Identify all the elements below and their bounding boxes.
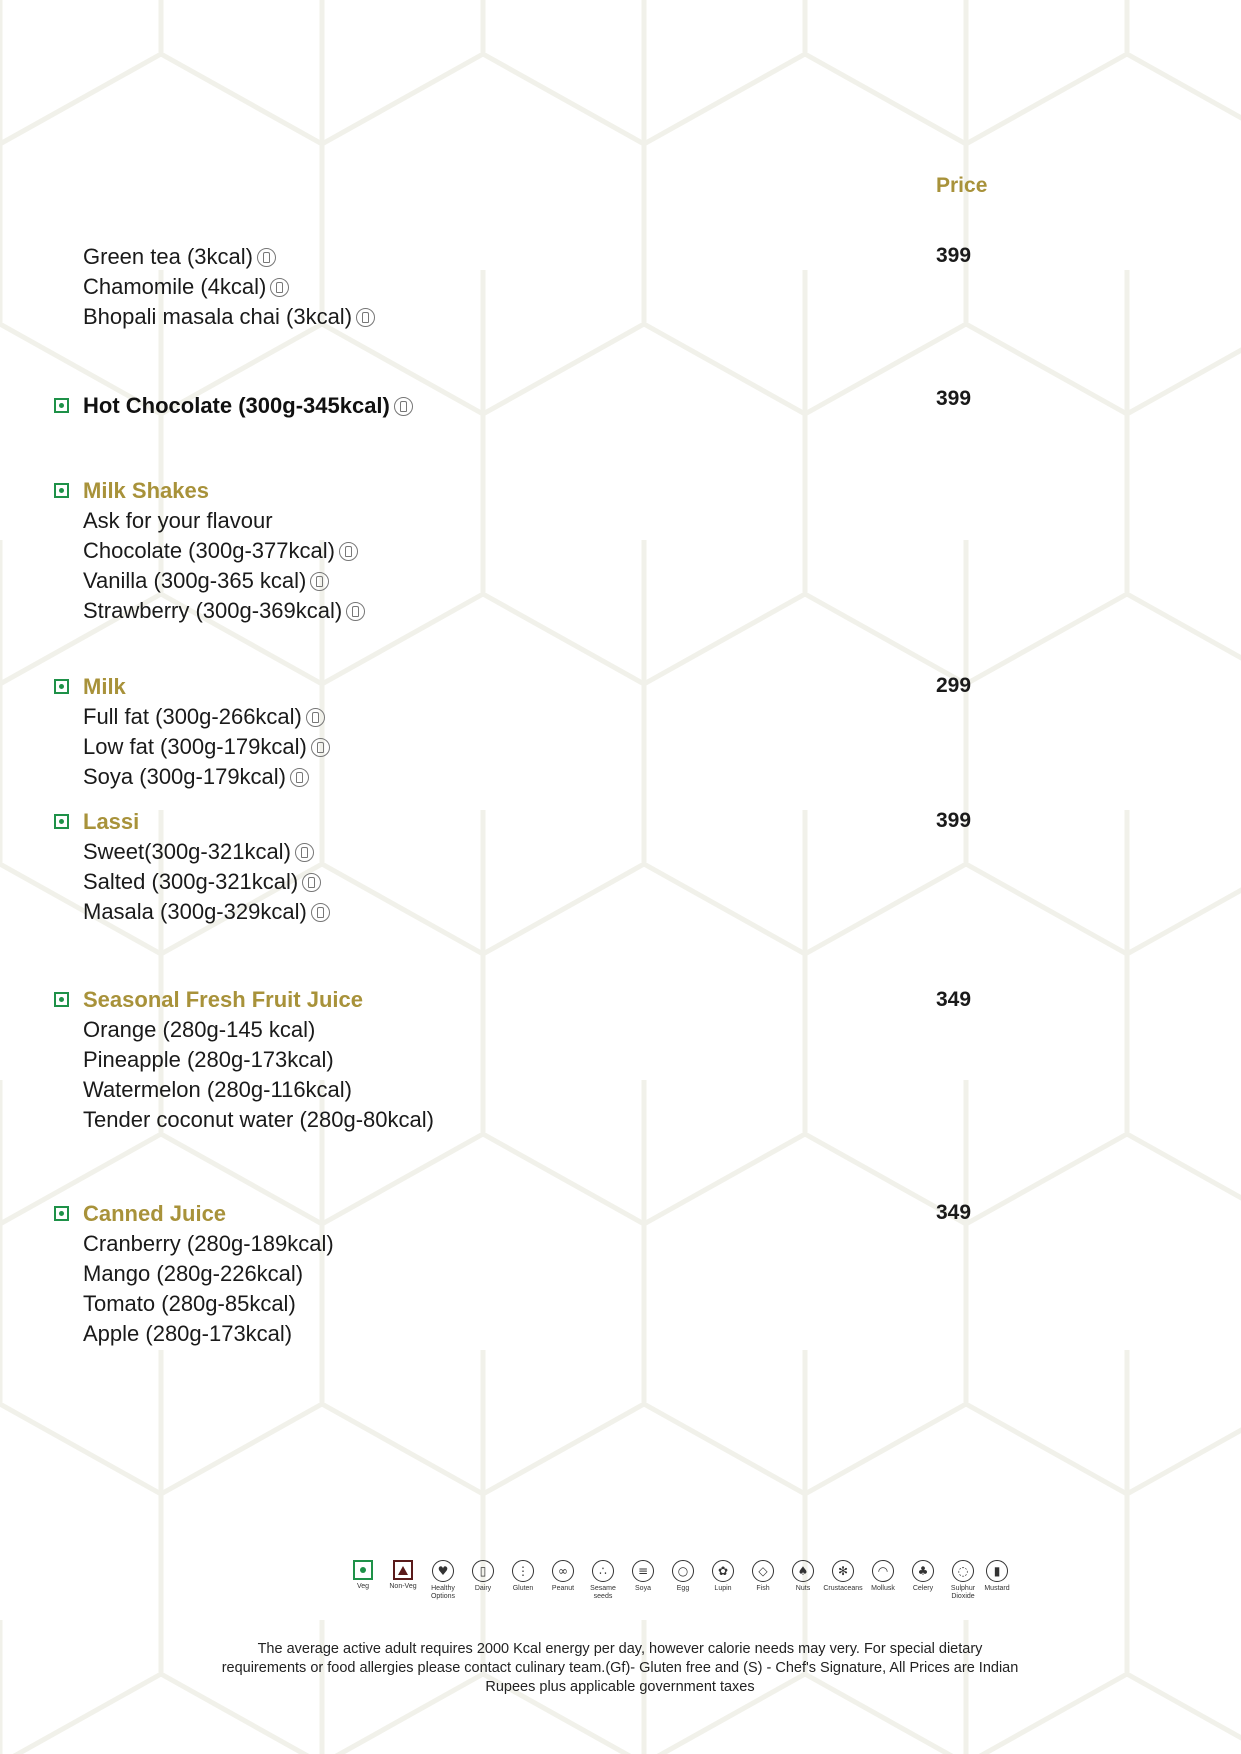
item-label: Vanilla (300g-365 kcal): [83, 568, 307, 593]
mustard-icon: ▮: [986, 1560, 1008, 1582]
footer-line: requirements or food allergies please contact culinary team.(Gf)- Gluten free and (S) - Chef's Signature, All Prices are Indian: [221, 1660, 1019, 1676]
legend-item-fish: ◇ Fish: [743, 1560, 783, 1593]
fish-icon: ◇: [752, 1560, 774, 1582]
item-label: Low fat (300g-179kcal): [83, 734, 307, 759]
item-label: Mango (280g-226kcal): [83, 1261, 304, 1286]
dairy-icon: [290, 768, 309, 787]
healthy-icon: ♥: [432, 1560, 454, 1582]
legend-item-celery: ♣ Celery: [903, 1560, 943, 1593]
section-title: Hot Chocolate (300g-345kcal): [83, 393, 390, 418]
veg-icon: [353, 1560, 373, 1580]
legend-item-peanut: ∞ Peanut: [543, 1560, 583, 1593]
price-tea: 399: [936, 244, 972, 267]
crustaceans-icon: ✻: [832, 1560, 854, 1582]
soya-icon: ≡: [632, 1560, 654, 1582]
dairy-icon: [346, 602, 365, 621]
item-label: Pineapple (280g-173kcal): [83, 1047, 334, 1072]
veg-icon: [54, 814, 69, 829]
price-lassi: 399: [936, 809, 972, 832]
non-veg-icon: [393, 1560, 413, 1580]
legend-item-sulphur-dioxide: ◌ Sulphur Dioxide: [943, 1560, 983, 1601]
price-fresh-juice: 349: [936, 988, 972, 1011]
legend-item-egg: ○ Egg: [663, 1560, 703, 1593]
section-title: Lassi: [83, 809, 140, 834]
dairy-icon: [311, 738, 330, 757]
dairy-icon: ▯: [472, 1560, 494, 1582]
item-label: Sweet(300g-321kcal): [83, 839, 291, 864]
veg-icon: [54, 679, 69, 694]
item-label: Salted (300g-321kcal): [83, 869, 299, 894]
veg-icon: [54, 1206, 69, 1221]
celery-icon: ♣: [912, 1560, 934, 1582]
dairy-icon: [394, 397, 413, 416]
item-label: Full fat (300g-266kcal): [83, 704, 302, 729]
allergen-legend: [343, 1560, 1010, 1620]
legend-item-sesame: ∴ Sesame seeds: [583, 1560, 623, 1601]
price-hot-chocolate: 399: [936, 387, 972, 410]
section-title: Seasonal Fresh Fruit Juice: [83, 987, 363, 1012]
legend-item-mustard: ▮ Mustard: [977, 1560, 1017, 1593]
item-label: Chamomile (4kcal): [83, 274, 267, 299]
item-label: Bhopali masala chai (3kcal): [83, 304, 353, 329]
sesame-icon: ∴: [592, 1560, 614, 1582]
item-label: Watermelon (280g-116kcal): [83, 1077, 353, 1102]
dairy-icon: [302, 873, 321, 892]
veg-icon: [54, 483, 69, 498]
dairy-icon: [356, 308, 375, 327]
veg-icon: [54, 992, 69, 1007]
legend-item-non-veg: Non-Veg: [383, 1560, 423, 1591]
footer-note: [180, 1640, 1060, 1697]
footer-line: The average active adult requires 2000 Kcal energy per day, however calorie needs may very. For special dietary: [257, 1641, 983, 1657]
item-label: Masala (300g-329kcal): [83, 899, 307, 924]
price-milk: 299: [936, 674, 972, 697]
dairy-icon: [339, 542, 358, 561]
mollusk-icon: ◠: [872, 1560, 894, 1582]
item-label: Tomato (280g-85kcal): [83, 1291, 296, 1316]
item-label: Strawberry (300g-369kcal): [83, 598, 343, 623]
item-label: Orange (280g-145 kcal): [83, 1017, 316, 1042]
legend-item-crustaceans: ✻ Crustaceans: [823, 1560, 863, 1593]
legend-item-veg: Veg: [343, 1560, 383, 1591]
item-label: Chocolate (300g-377kcal): [83, 538, 335, 563]
item-label: Tender coconut water (280g-80kcal): [83, 1107, 434, 1132]
legend-item-soya: ≡ Soya: [623, 1560, 663, 1593]
legend-item-gluten: ⋮ Gluten: [503, 1560, 543, 1593]
dairy-icon: [270, 278, 289, 297]
gluten-icon: ⋮: [512, 1560, 534, 1582]
lupin-icon: ✿: [712, 1560, 734, 1582]
dairy-icon: [295, 843, 314, 862]
dairy-icon: [306, 708, 325, 727]
legend-item-dairy: ▯ Dairy: [463, 1560, 503, 1593]
item-label: Ask for your flavour: [83, 508, 273, 533]
item-label: Soya (300g-179kcal): [83, 764, 287, 789]
legend-item-mollusk: ◠ Mollusk: [863, 1560, 903, 1593]
section-title: Canned Juice: [83, 1201, 227, 1226]
dairy-icon: [311, 903, 330, 922]
price-canned-juice: 349: [936, 1201, 972, 1224]
legend-item-nuts: ♠ Nuts: [783, 1560, 823, 1593]
item-label: Green tea (3kcal): [83, 244, 253, 269]
nuts-icon: ♠: [792, 1560, 814, 1582]
item-label: Cranberry (280g-189kcal): [83, 1231, 334, 1256]
item-label: Apple (280g-173kcal): [83, 1321, 293, 1346]
section-title: Milk Shakes: [83, 478, 209, 503]
footer-line: Rupees plus applicable government taxes: [485, 1679, 755, 1695]
legend-item-healthy: ♥ Healthy Options: [423, 1560, 463, 1601]
dairy-icon: [257, 248, 276, 267]
section-title: Milk: [83, 674, 126, 699]
dairy-icon: [310, 572, 329, 591]
sulphur-dioxide-icon: ◌: [952, 1560, 974, 1582]
peanut-icon: ∞: [552, 1560, 574, 1582]
price-column-header: Price: [936, 174, 988, 197]
veg-icon: [54, 398, 69, 413]
legend-item-lupin: ✿ Lupin: [703, 1560, 743, 1593]
egg-icon: ○: [672, 1560, 694, 1582]
